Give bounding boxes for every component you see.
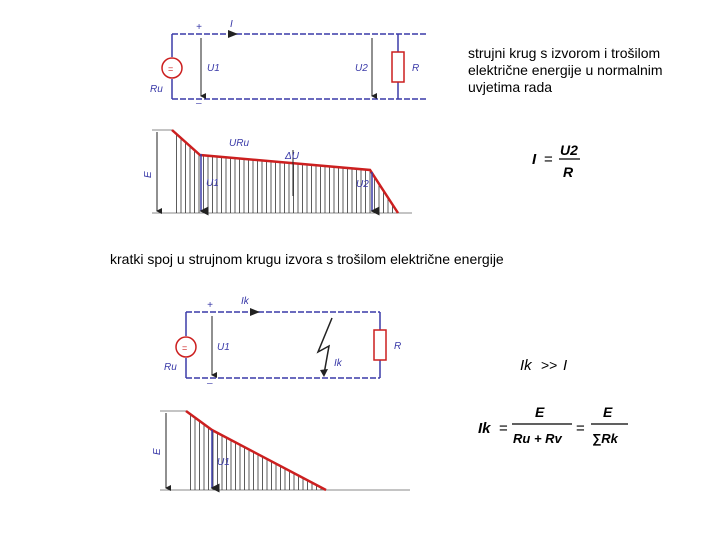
hatch-top xyxy=(177,134,398,213)
equation-comparison xyxy=(520,357,567,374)
eq2-operator: >> xyxy=(541,357,558,373)
minus-label: – xyxy=(207,378,213,389)
u1-graph-label: U1 xyxy=(206,178,219,189)
graph-bottom xyxy=(152,411,410,490)
eq3-numerator-2: E xyxy=(603,404,613,420)
eq1-equals: = xyxy=(544,151,553,168)
circuit-bottom xyxy=(164,296,401,389)
current-arrow-icon xyxy=(228,30,238,38)
resistor-icon xyxy=(374,330,386,360)
circuit-top xyxy=(150,19,428,109)
ru-label: Ru xyxy=(150,84,163,95)
eq1-lhs: I xyxy=(532,151,537,168)
graph-top xyxy=(143,130,412,213)
u2-graph-label: U2 xyxy=(356,179,369,190)
equation-ohm xyxy=(532,142,580,180)
eq3-denominator-1: Ru + Rv xyxy=(513,431,562,446)
r-label: R xyxy=(394,341,402,352)
caption-normal-operation: strujni krug s izvorom i trošilom električne energije u normalnim uvjetima rada xyxy=(468,45,663,95)
eq3-lhs: Ik xyxy=(478,420,491,437)
voltage-curve-top xyxy=(172,130,398,213)
minus-label: – xyxy=(196,98,202,109)
eq3-denominator-2: ∑Rk xyxy=(592,431,618,446)
current-label: Ik xyxy=(241,296,249,307)
eq2-rhs: I xyxy=(563,357,568,374)
short-circuit-icon xyxy=(318,318,332,374)
source-symbol: = xyxy=(182,343,188,353)
u-ru-label: URu xyxy=(229,138,250,149)
resistor-icon xyxy=(392,52,404,82)
ik-short-label: Ik xyxy=(334,358,342,369)
voltage-curve-bottom xyxy=(186,411,326,490)
eq1-denominator: R xyxy=(563,164,574,180)
u2-label: U2 xyxy=(355,63,368,74)
eq3-equals-2: = xyxy=(576,420,585,437)
equation-short-circuit xyxy=(478,404,628,446)
delta-u-label: ΔU xyxy=(285,151,299,162)
e-label: E xyxy=(143,171,154,178)
current-arrow-icon xyxy=(250,308,260,316)
caption-short-circuit: kratki spoj u strujnom krugu izvora s trošilom električne energije xyxy=(110,251,504,267)
e-label: E xyxy=(152,448,163,455)
current-label: I xyxy=(230,19,233,30)
ru-label: Ru xyxy=(164,362,177,373)
eq3-equals: = xyxy=(499,420,508,437)
eq2-lhs: Ik xyxy=(520,357,532,374)
plus-label: + xyxy=(196,22,202,33)
eq3-numerator-1: E xyxy=(535,404,545,420)
u1-label: U1 xyxy=(207,63,220,74)
u1-label: U1 xyxy=(217,342,230,353)
eq1-numerator: U2 xyxy=(560,142,578,158)
u1-graph-label: U1 xyxy=(217,457,230,468)
plus-label: + xyxy=(207,300,213,311)
r-label: R xyxy=(412,63,420,74)
source-symbol: = xyxy=(168,64,174,74)
